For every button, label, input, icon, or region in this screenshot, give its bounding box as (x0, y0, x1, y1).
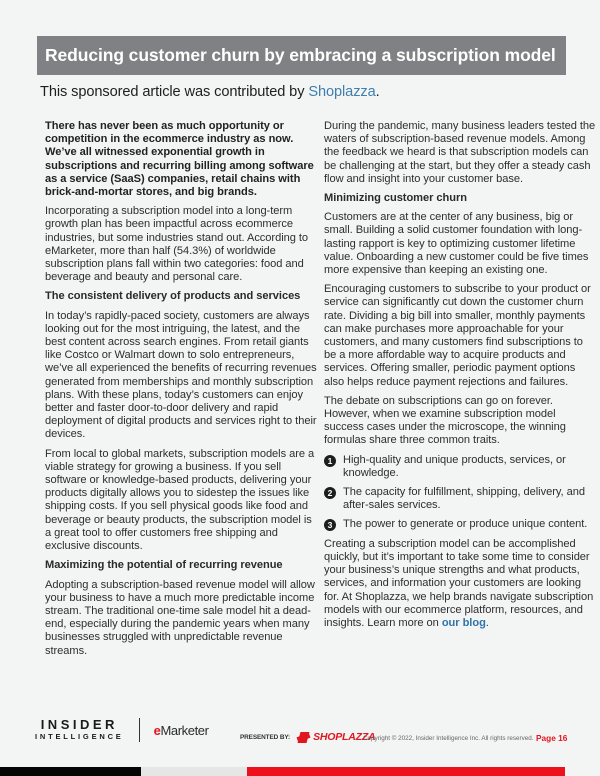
trait-text: The capacity for fulfillment, shipping, delivery, and after-sales services. (343, 486, 585, 512)
section-heading: The consistent delivery of products and services (45, 290, 301, 303)
paragraph: Customers are at the center of any business, big or small. Building a solid customer foundation with long-lasting rapport is key to optimizing customer lifetime value. Onboarding a new customer could be five times more expensive than keeping an existing one. (324, 211, 589, 277)
sponsor-prefix: This sponsored article was contributed by (40, 84, 309, 100)
copyright: Copyright © 2022, Insider Intelligence Inc. All rights reserved. (363, 735, 534, 742)
paragraph: From local to global markets, subscription models are a viable strategy for growing a business. If you sell software or knowledge-based products, delivering your products digitally allows you to sidestep the issues like shipping costs. If you sell physical goods like food and beverage or beauty products, the subscription model is a great tool to offer customers free shipping and exclusive discounts. (45, 447, 315, 553)
emarketer-text: Marketer (160, 722, 209, 738)
closing-period: . (485, 616, 489, 629)
logo-line2: INTELLIGENCE (35, 732, 124, 741)
trait-text: The power to generate or produce unique content. (343, 518, 588, 531)
trait-text: High-quality and unique products, services, or knowledge. (343, 453, 566, 479)
footer-bar-red (247, 767, 565, 776)
footer-bar-black (0, 767, 141, 776)
paragraph: Incorporating a subscription model into a long-term growth plan has been impactful across ecommerce industries, but some industries stand out. According to eMarketer, more than half (54.3%) of worldwide subscription plans fall within two categories: food and beverage and beauty and personal care. (45, 205, 309, 284)
sponsor-suffix: . (375, 84, 380, 100)
emarketer-logo (154, 723, 209, 738)
section-heading: Maximizing the potential of recurring revenue (45, 559, 283, 572)
closing-text: Creating a subscription model can be accomplished quickly, but it’s important to take some time to consider your business’s unique strengths and what products, services, and information your customers are looking for. At Shoplazza, we help brands navigate subscription models with our ecommerce platform, resources, and insights. Learn more on (324, 537, 594, 629)
right-column (324, 120, 596, 636)
number-badge-icon: 2 (324, 487, 336, 499)
paragraph: During the pandemic, many business leaders tested the waters of subscription-based revenue models. Among the feedback we heard is that subscription models can be challenging at the start, but they offer a steady cash flow and insight into your customer base. (324, 120, 596, 185)
article-title: Reducing customer churn by embracing a subscription model (45, 45, 556, 65)
closing-paragraph (324, 538, 596, 630)
shoplazza-wordmark: SHOPLAZZA (313, 731, 376, 743)
left-column (45, 120, 317, 664)
footer-logos (35, 715, 209, 745)
blog-link[interactable]: our blog (441, 616, 486, 629)
sponsor-line (40, 84, 380, 100)
logo-line1: INSIDER (40, 717, 118, 732)
number-badge-icon: 1 (324, 455, 336, 467)
insider-intelligence-logo (35, 718, 124, 742)
title-bar (37, 36, 566, 75)
sponsor-link[interactable]: Shoplazza (308, 84, 376, 100)
paragraph: Encouraging customers to subscribe to your product or service can significantly cut down the customer churn rate. Dividing a big bill into smaller, monthly payments can make purchases more approachable for your customers, and many customers find subscriptions to be a more affordable way to acquire products and services. Offering smaller, periodic payment options also helps reduce payment rejections and failures. (324, 283, 591, 388)
section-heading: Minimizing customer churn (324, 192, 467, 205)
lead-paragraph: There has never been as much opportunity or competition in the ecommerce industry as now. We’ve all witnessed exponential growth in subscriptions and recurring billing among software as a service (SaaS) companies, retail chains with brick-and-mortar stores, and big brands. (45, 120, 314, 199)
paragraph: In today’s rapidly-paced society, customers are always looking out for the most intriguing, the latest, and the best content across search engines. From retail giants like Costco or Walmart down to solo entrepreneurs, we’ve all experienced the benefits of recurring revenues generated from memberships and monthly subscription plans. With these plans, today’s customers can enjoy better and faster door-to-door delivery and rapid deployment of digital products and services right to their devices. (45, 309, 317, 441)
presented-by (240, 731, 375, 743)
trait-item (324, 518, 596, 531)
paragraph: The debate on subscriptions can go on forever. However, when we examine subscription model success cases under the microscope, the winning formulas share three common traits. (324, 394, 566, 447)
footer-bar-gray (141, 767, 247, 776)
presented-by-label: PRESENTED BY: (240, 733, 291, 741)
emarketer-e: e (153, 722, 161, 738)
shoplazza-mark-icon (298, 732, 309, 743)
logo-divider (139, 718, 140, 742)
trait-item (324, 486, 596, 512)
page-number: Page 16 (536, 733, 568, 743)
number-badge-icon: 3 (324, 519, 336, 531)
paragraph: Adopting a subscription-based revenue model will allow your business to have a much more predictable income stream. The traditional one-time sale model hit a dead-end, especially during the pandemic years when many businesses struggled with unpredictable revenue streams. (45, 578, 315, 657)
trait-item (324, 454, 596, 480)
traits-list (324, 454, 596, 532)
